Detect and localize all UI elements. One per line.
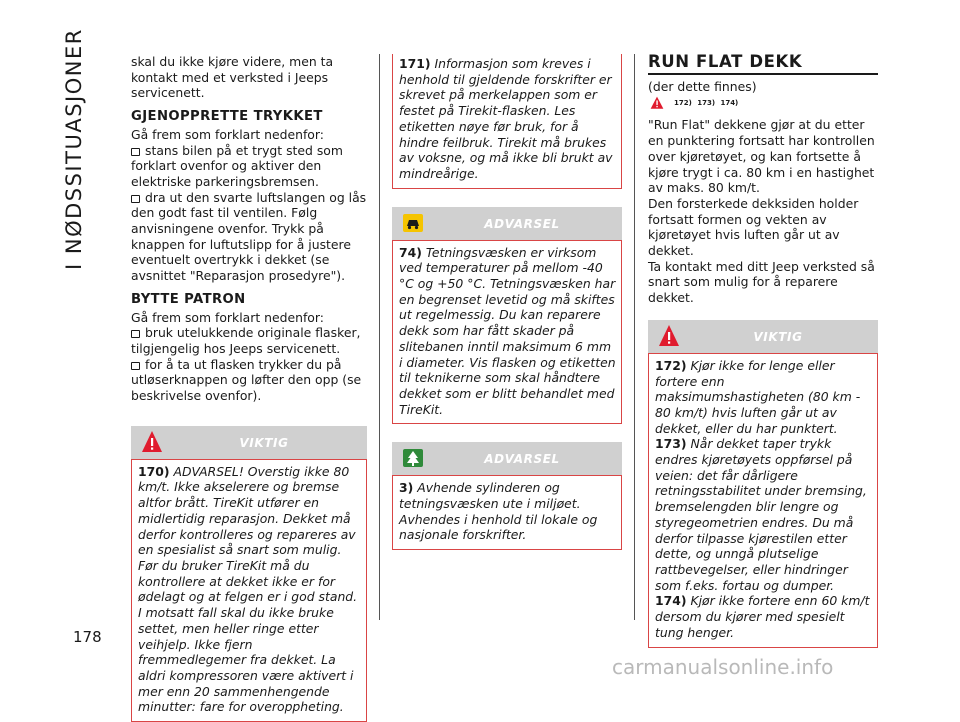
note-number: 170) — [138, 463, 170, 479]
note-number: 172) — [655, 357, 687, 373]
reference-numbers: 172) 173) 174) — [673, 99, 739, 108]
viktig-box — [648, 353, 878, 648]
section-heading-bytte: BYTTE PATRON — [131, 291, 246, 307]
note-box-171 — [392, 54, 622, 189]
step-item: bruk utelukkende originale flasker, tilgjengelig hos Jeeps servicenett. — [131, 325, 367, 356]
intro-text: skal du ikke kjøre videre, men ta kontakt med et verksted i Jeeps servicenett. — [131, 54, 334, 101]
reference-row — [650, 96, 878, 115]
column-3 — [648, 54, 878, 648]
step-item: stans bilen på et trygt sted som forklart ovenfor og aktiver den elektriske parkeringsbremsen. — [131, 143, 367, 190]
advarsel-label: ADVARSEL — [484, 216, 560, 231]
advarsel-label: ADVARSEL — [484, 452, 560, 467]
column-2 — [392, 54, 622, 550]
column-1 — [131, 54, 367, 722]
section-intro: Gå frem som forklart nedenfor: — [131, 309, 324, 325]
note-number: 173) — [655, 436, 687, 452]
note-text: Informasjon som kreves i henhold til gjeldende forskrifter er skrevet på merkelappen som er festet på Tirekit-flasken. Les etiketten nøye før bruk, for å hindre feilbruk. Tirekit må brukes av voksne, og må ikke bli brukt av mindreårige. — [399, 56, 613, 181]
note-number: 74) — [399, 244, 422, 260]
step-item: dra ut den svarte luftslangen og lås den godt fast til ventilen. Følg anvisningene ovenfor. Trykk på knappen for luftutslipp for å justere eventuelt overtrykk i dekket (se avsnittet "Reparasjon prosedyre"). — [131, 189, 367, 284]
advarsel-box-74 — [392, 240, 622, 425]
note-text: ADVARSEL! Overstig ikke 80 km/t. Ikke akselerere og bremse altfor brått. TireKit utfører en midlertidig reparasjon. Dekket må derfor kontrolleres og repareres av en spesialist så snart som mulig. Før du bruker TireKit må du kontrollere at dekket ikke er for ødelagt og at felgen er i god stand. I motsatt fall skal du ikke bruke settet, men heller ringe etter veihjelp. Ikke fjern fremmedlegemer fra dekket. La aldri kompressoren være aktivert i mer enn 20 sammenhengende minutter: fare for overoppheting. — [138, 463, 358, 715]
warning-icon — [650, 96, 664, 110]
watermark: carmanualsonline.info — [612, 655, 834, 679]
note-text: Når dekket taper trykk endres kjøretøyets oppførsel på veien: det får dårligere retningsstabilitet under bremsing, bremselengden blir lengre og styregeometrien endres. Du må derfor tilpasse kjørestilen etter dette, og unngå plutselige rattbevegelser, eller hindringer som f.eks. fortau og dumper. — [655, 436, 867, 593]
page-number: 178 — [73, 628, 102, 646]
viktig-label: VIKTIG — [239, 435, 289, 450]
advarsel-box-3 — [392, 475, 622, 550]
paragraph: "Run Flat" dekkene gjør at du etter en punktering fortsatt har kontrollen over kjøretøyet, og kan fortsette å kjøre trygt i ca. 80 km i en hastighet av maks. 80 km/t. — [648, 117, 875, 196]
note-text: Avhende sylinderen og tetningsvæsken ute i miljøet. Avhendes i henhold til lokale og nasjonale forskrifter. — [399, 480, 598, 543]
section-heading-gjenopprette: GJENOPPRETTE TRYKKET — [131, 109, 323, 125]
paragraph: Den forsterkede dekksiden holder fortsatt formen og vekten av kjøretøyet hvis luften går ut av dekket. — [648, 195, 859, 259]
note-text: Kjør ikke fortere enn 60 km/t dersom du kjører med spesielt tung henger. — [655, 593, 870, 640]
note-number: 171) — [399, 56, 431, 71]
note-number: 174) — [655, 593, 687, 609]
column-divider — [379, 54, 380, 620]
note-text: Kjør ikke for lenge eller fortere enn maksimumshastigheten (80 km - 80 km/t) hvis luften går ut av dekket, eller du har punktert. — [655, 357, 861, 436]
note-text: Tetningsvæsken er virksom ved temperaturer på mellom -40 °C og +50 °C. Tetningsvæsken har en begrenset levetid og må skiftes ut regelmessig. Du kan reparere dekk som har fått skader på slitebanen inntil maksimum 6 mm i diameter. Vis flasken og etiketten til teknikerne som skal håndtere dekket som er blitt behandlet med TireKit. — [399, 244, 616, 417]
note-number: 3) — [399, 480, 414, 496]
column-divider — [634, 54, 635, 620]
step-item: for å ta ut flasken trykker du på utløserknappen og løfter den opp (se beskrivelse ovenfor). — [131, 357, 367, 404]
advarsel-header — [392, 442, 622, 475]
viktig-label: VIKTIG — [753, 329, 803, 344]
run-flat-heading: RUN FLAT DEKK — [648, 54, 878, 75]
viktig-header — [648, 320, 878, 353]
paragraph: Ta kontakt med ditt Jeep verksted så snart som mulig for å reparere dekket. — [648, 258, 875, 306]
subtitle: (der dette finnes) — [648, 78, 757, 94]
advarsel-header — [392, 207, 622, 240]
section-intro: Gå frem som forklart nedenfor: — [131, 126, 324, 142]
viktig-header — [131, 426, 367, 459]
